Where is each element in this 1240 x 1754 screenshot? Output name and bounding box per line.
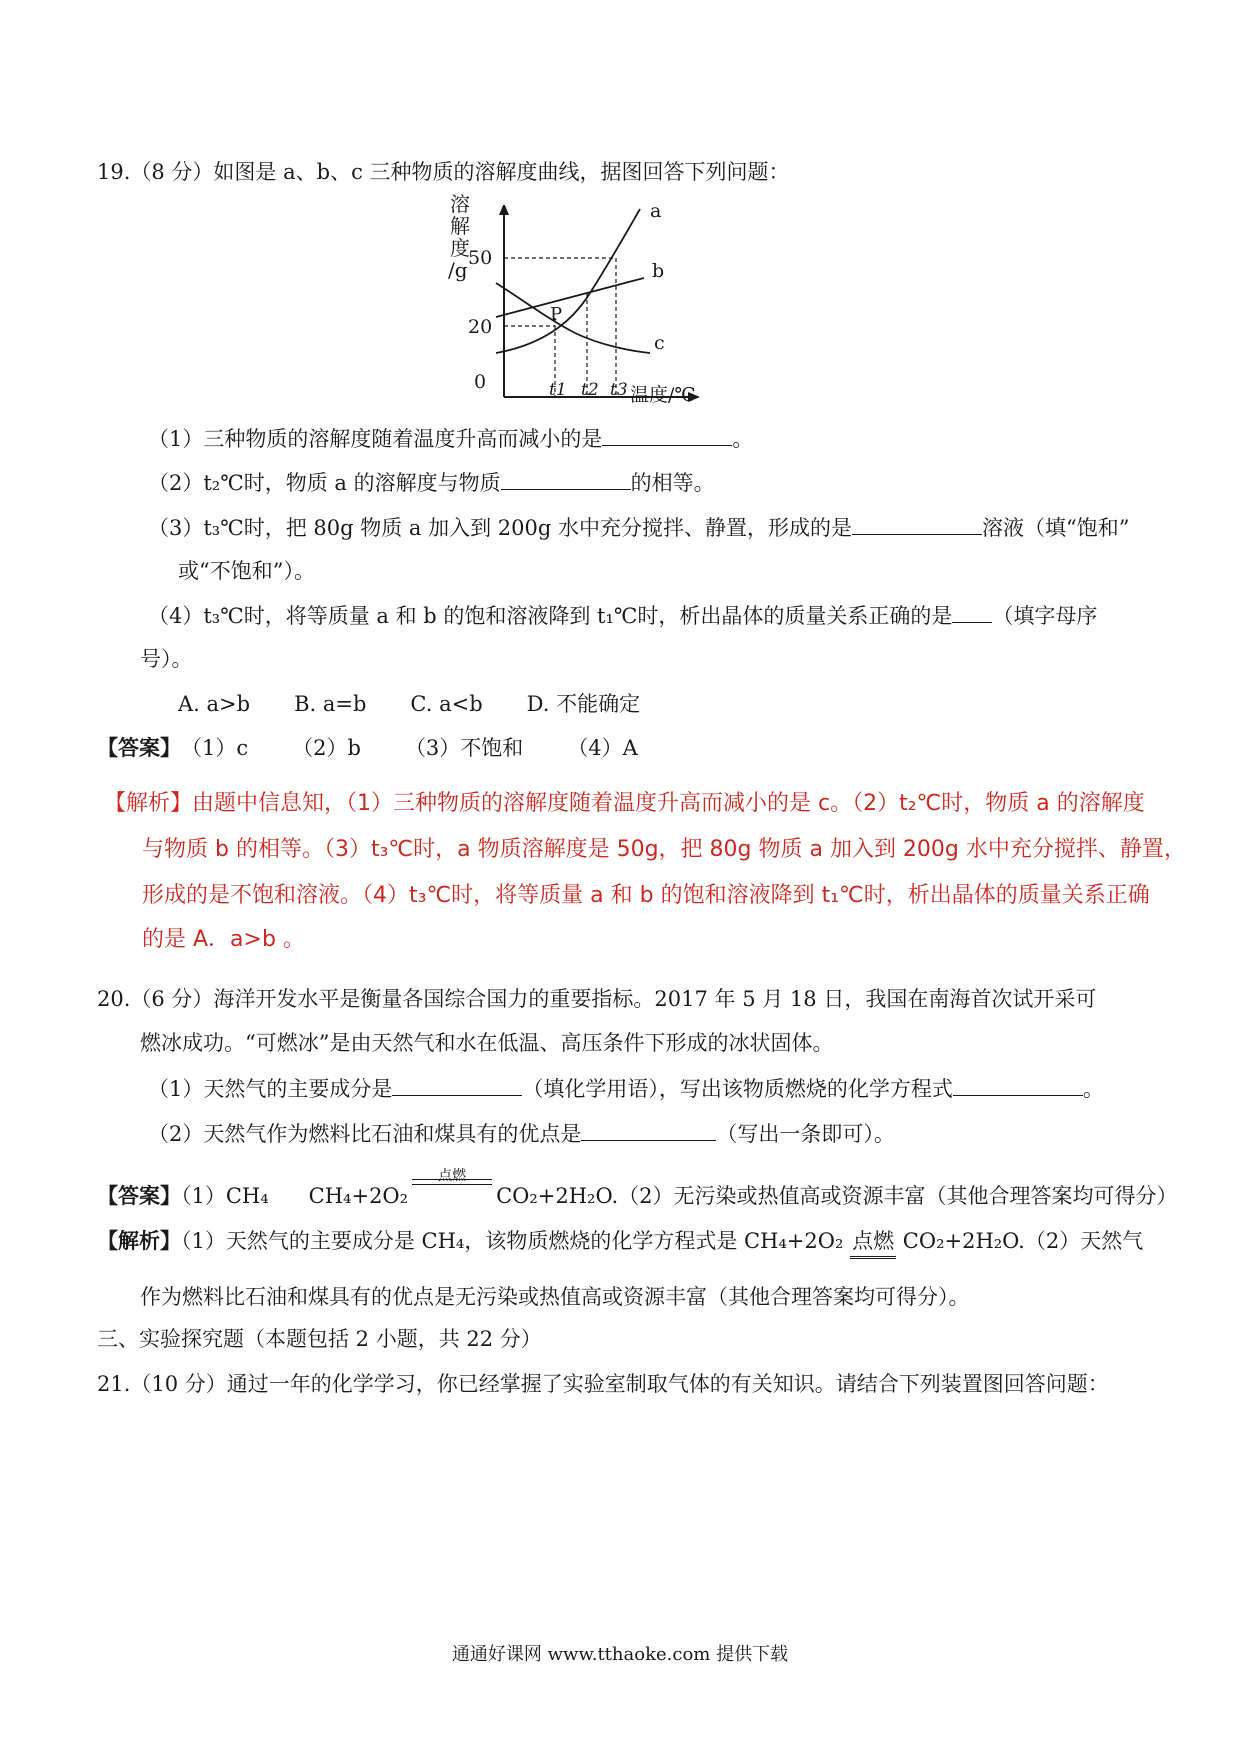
chart-ylabel-2: 解: [450, 214, 470, 238]
answer-label: 【答案】: [97, 735, 181, 760]
answer-blank: [952, 600, 992, 623]
q19-part3-cont: 或“不饱和”）。: [178, 559, 315, 583]
q20-line2: 燃冰成功。“可燃冰”是由天然气和水在低温、高压条件下形成的冰状固体。: [140, 1031, 834, 1055]
section-3-heading: 三、实验探究题（本题包括 2 小题，共 22 分）: [97, 1327, 542, 1351]
q20-answer: 【答案】（1）CH₄ CH₄+2O₂ 点燃 CO₂+2H₂O.（2）无污染或热值高或资源丰富（其他合理答案均可得分）: [97, 1181, 1178, 1211]
q19-part4: （4）t₃℃时，将等质量 a 和 b 的饱和溶液降到 t₁℃时，析出晶体的质量关系正确的是 （填字母序: [148, 600, 1097, 631]
curve-a: [496, 209, 640, 353]
q19-analysis-1: 【解析】由题中信息知，（1）三种物质的溶解度随着温度升高而减小的是 c。（2）t₂℃时，物质 a 的溶解度: [104, 791, 1145, 816]
curve-label-c: c: [654, 332, 665, 354]
option-b: B. a=b: [294, 692, 367, 716]
q19-part1: （1）三种物质的溶解度随着温度升高而减小的是 。: [148, 423, 753, 454]
q19-part4-cont: 号）。: [140, 647, 193, 671]
answer-blank: [602, 423, 732, 446]
q19-analysis-2: 与物质 b 的相等。（3）t₃℃时，a 物质溶解度是 50g，把 80g 物质 a 加入到 200g 水中充分搅拌、静置，: [142, 837, 1186, 862]
option-c: C. a<b: [410, 692, 483, 716]
curve-label-b: b: [652, 260, 665, 282]
y-tick-0: 0: [474, 371, 487, 393]
chart-ylabel-1: 溶: [450, 192, 470, 216]
answer-blank: [581, 1118, 716, 1141]
q19-title: 19.（8 分）如图是 a、b、c 三种物质的溶解度曲线，据图回答下列问题：: [97, 160, 790, 184]
answer-blank: [501, 467, 631, 490]
curve-label-a: a: [650, 200, 662, 222]
double-line: [412, 1179, 492, 1185]
x-tick-t2: t2: [581, 380, 599, 400]
q19-answer: 【答案】（1）c （2）b （3）不饱和 （4）A: [97, 735, 638, 760]
q19-part2: （2）t₂℃时，物质 a 的溶解度与物质 的相等。: [148, 467, 715, 498]
x-tick-t1: t1: [549, 380, 567, 400]
option-a: A. a>b: [178, 692, 251, 716]
q19-options: [178, 689, 684, 719]
y-axis-arrow: [499, 205, 509, 215]
x-tick-t3: t3: [610, 380, 628, 400]
point-label-p: P: [550, 304, 563, 325]
solubility-chart: [490, 205, 720, 405]
chart-xlabel: 温度/℃: [630, 384, 696, 406]
answer-label: 【答案】: [97, 1183, 181, 1208]
y-tick-20: 20: [468, 316, 493, 338]
q20-analysis-1: 【解析】（1）天然气的主要成分是 CH₄，该物质燃烧的化学方程式是 CH₄+2O₂ 点燃 CO₂+2H₂O.（2）天然气: [97, 1226, 1143, 1259]
analysis-label: 【解析】: [97, 1228, 181, 1253]
answer-blank: [392, 1073, 522, 1096]
chart-ylabel-4: /g: [448, 258, 468, 282]
ignite-condition: 点燃: [850, 1226, 896, 1259]
q19-analysis-3: 形成的是不饱和溶液。（4）t₃℃时，将等质量 a 和 b 的饱和溶液降到 t₁℃时，析出晶体的质量关系正确: [142, 883, 1150, 908]
q19-part3: （3）t₃℃时，把 80g 物质 a 加入到 200g 水中充分搅拌、静置，形成的是 溶液（填“饱和”: [148, 512, 1129, 543]
q21-title: 21.（10 分）通过一年的化学学习，你已经掌握了实验室制取气体的有关知识。请结合下列装置图回答问题：: [97, 1372, 1109, 1396]
curve-c: [496, 283, 650, 353]
q20-part1: （1）天然气的主要成分是 （填化学用语），写出该物质燃烧的化学方程式 。: [148, 1073, 1104, 1104]
option-d: D. 不能确定: [526, 692, 641, 716]
answer-blank: [953, 1073, 1083, 1096]
q20-line1: 20.（6 分）海洋开发水平是衡量各国综合国力的重要指标。2017 年 5 月 18 日，我国在南海首次试开采可: [97, 987, 1097, 1011]
q19-analysis-4: 的是 A．a>b 。: [142, 927, 305, 952]
q20-part2: （2）天然气作为燃料比石油和煤具有的优点是 （写出一条即可）。: [148, 1118, 895, 1149]
y-tick-50: 50: [468, 247, 493, 269]
page-footer: 通通好课网 www.tthaoke.com 提供下载: [451, 1644, 789, 1665]
q20-analysis-2: 作为燃料比石油和煤具有的优点是无污染或热值高或资源丰富（其他合理答案均可得分）。: [140, 1285, 970, 1309]
ignite-condition: 点燃: [412, 1181, 492, 1211]
chart-ylabel-3: 度: [450, 236, 470, 260]
answer-blank: [852, 512, 982, 535]
